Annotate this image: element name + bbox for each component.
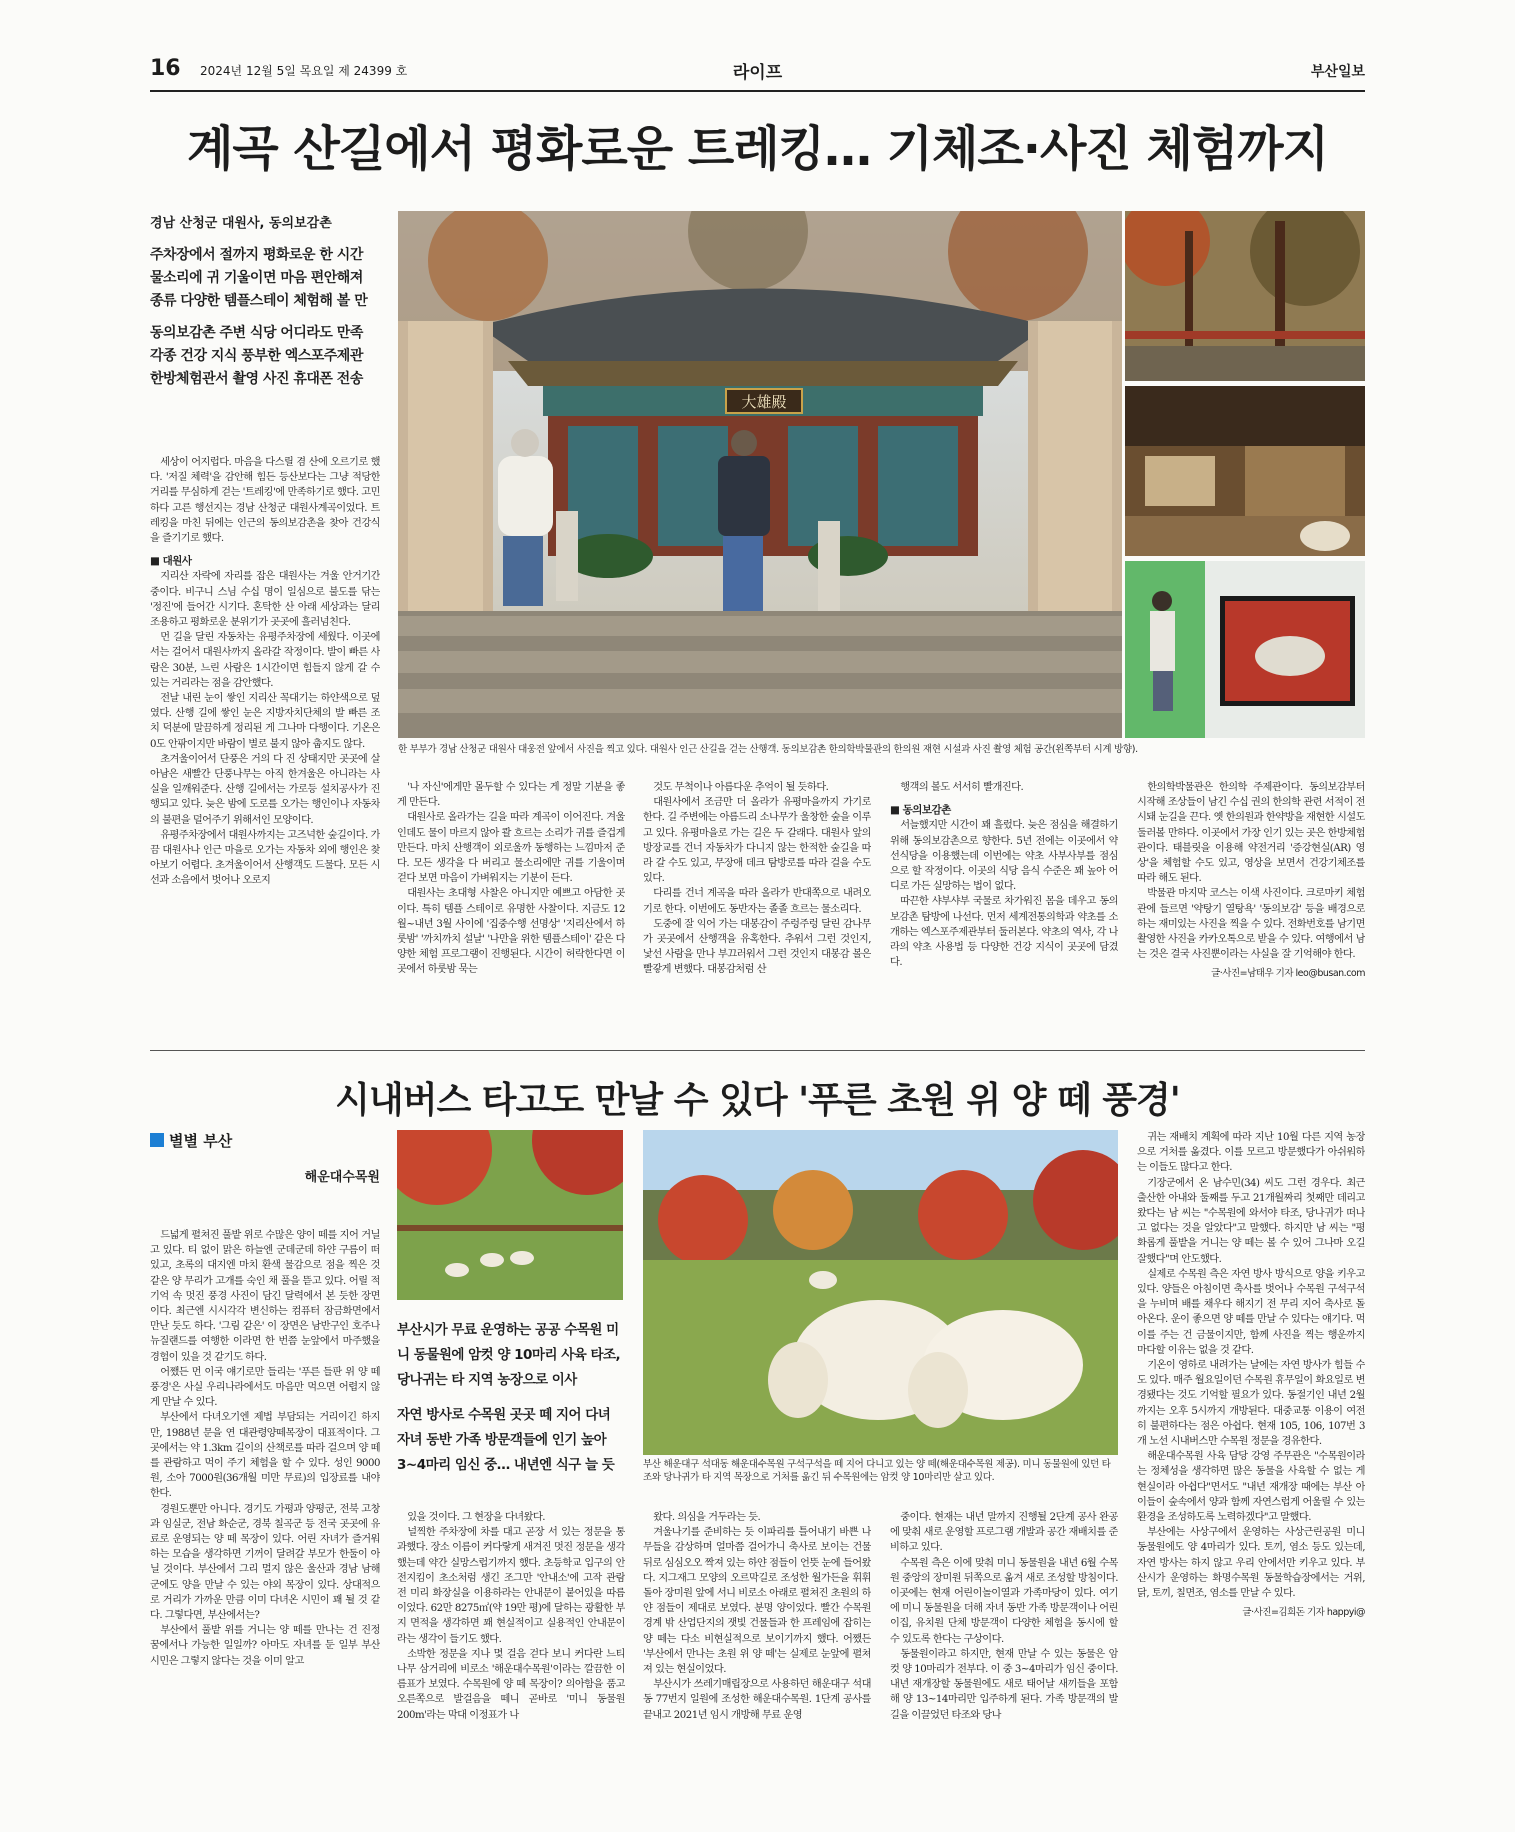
sheep-field-photo [643, 1130, 1118, 1455]
article1-location: 경남 산청군 대원사, 동의보감촌 [150, 216, 332, 231]
paragraph: 전날 내린 눈이 쌓인 지리산 꼭대기는 하얀색으로 덮였다. 산행 길에 쌓인 눈은 지방자치단체의 발 빠른 조치 덕분에 말끔하게 정리된 게 그나마 다행이다. 기온은 0도 안팎이지만 바람이 별로 불지 않아 춥지도 않다. [150, 693, 380, 750]
subhead: 부산시가 무료 운영하는 공공 수목원 미니 동물원에 암컷 양 10마리 사육 타조, 당나귀는 타 지역 농장으로 이사 [397, 1322, 621, 1388]
paragraph: 대원사에서 조금만 더 올라가 유평마을까지 가기로 한다. 길 주변에는 아름드리 소나무가 울창한 숲을 이루고 있다. 유평마을로 가는 길은 두 갈래다. 대원사 앞의 방장교를 건너 자동차가 다니지 않는 한적한 숲길을 따라 갈 수도 있고, 무장애 데크 탐방로를 따라 걸을 수도 있다. [643, 797, 871, 885]
article1-column-2 [397, 780, 625, 1040]
mountain-trail-photo [1125, 211, 1365, 381]
article2-column-2 [397, 1510, 625, 1820]
article2-column-4 [890, 1510, 1118, 1820]
paragraph: 수목원 측은 이에 맞춰 미니 동물원을 내년 6월 수목원 중앙의 장미원 뒤쪽으로 옮겨 새로 조성할 방침이다. 이곳에는 현재 어린이놀이열과 가족마당이 있다. 여기에 미니 동물원을 더해 자녀 동반 가족 방문객이나 어린이집, 유치원 단체 방문객이 다양한 체험을 동시에 할 수 있도록 한다는 구상이다. [890, 1557, 1118, 1645]
paragraph: 부산시가 쓰레기매립장으로 사용하던 해운대구 석대동 77번지 일원에 조성한 해운대수목원. 1단계 공사를 끝내고 2021년 임시 개방해 무료 운영 [643, 1679, 871, 1721]
paragraph: 널찍한 주차장에 차를 대고 곧장 서 있는 정문을 통과했다. 장소 이름이 커다랗게 새겨진 멋진 정문을 생각했는데 약간 실망스럽기까지 했다. 초등학교 입구의 안전지킴이 초소처럼 생긴 조그만 '안내소'에 고작 관람 전 미리 화장실을 이용하라는 안내문이 붙어있을 따름이었다. 62만 8275㎡(약 19만 평)에 달하는 광활한 부지 면적을 생각하면 꽤 현실적이고 실용적인 안내문이라는 생각이 들기도 했다. [397, 1527, 625, 1645]
paragraph: 동물원이라고 하지만, 현재 만날 수 있는 동물은 암컷 양 10마리가 전부다. 이 중 3~4마리가 임신 중이다. 내년 재개장할 동물원에도 새로 태어날 새끼들을 포함해 양 13~14마리만 입주하게 된다. 가족 방문객의 발길을 이끌었던 타조와 당나 [890, 1648, 1118, 1721]
paragraph: 있을 것이다. 그 현장을 다녀왔다. [407, 1512, 546, 1523]
sheep-enclosure-photo [397, 1130, 623, 1300]
paragraph: 따끈한 샤부샤부 국물로 차가워진 몸을 데우고 동의보감촌 탐방에 나선다. 먼저 세계전통의학과 약초를 소개하는 엑스포주제관부터 둘러본다. 약초의 역사, 각 나라의 약초 사용법 등 다양한 건강 지식이 곳곳에 담겼다. [890, 896, 1118, 969]
paragraph: 초겨울이어서 단풍은 거의 다 진 상태지만 곳곳에 살아남은 새빨간 단풍나무는 아직 한겨울은 아니라는 사실을 일깨워준다. 산행 길에서는 가로등 설치공사가 진행되고 있다. 늦은 밤에 도로를 오가는 행인이나 자동차의 불편을 덜어주기 위해서인 모양이다. [150, 753, 380, 826]
temple-photo [398, 211, 1122, 738]
byline-credit: 글·사진=남태우 기자 leo@busan.com [1211, 968, 1365, 980]
paragraph: 기장군에서 온 남수민(34) 씨도 그런 경우다. 최근 출산한 아내와 둘째를 두고 21개월짜리 첫째만 데리고 왔다는 남 씨는 "수목원에 와서야 타조, 당나귀가 떠나고 없다는 것을 알았다"고 말했다. 하지만 남 씨는 "평화롭게 풀밭을 거니는 양 떼는 볼 수 있어 그나마 오길 잘했다"며 안도했다. [1137, 1177, 1365, 1265]
paragraph: 귀는 재배치 계획에 따라 지난 10월 다른 지역 농장으로 거처를 옮겼다. 이를 모르고 방문했다가 아쉬워하는 이들도 많다고 한다. [1137, 1132, 1365, 1174]
subhead: 동의보감촌 주변 식당 어디라도 만족 각종 건강 지식 풍부한 엑스포주제관 한방체험관서 촬영 사진 휴대폰 전송 [150, 325, 363, 387]
paragraph: 중이다. 현재는 내년 말까지 진행될 2단계 공사 완공에 맞춰 새로 운영할 프로그램 개발과 공간 재배치를 준비하고 있다. [890, 1512, 1118, 1554]
paragraph: 유평주차장에서 대원사까지는 고즈넉한 숲길이다. 가끔 대원사나 인근 마을로 오가는 자동차 외에 행인은 찾아보기 어렵다. 초겨울이어서 산행객도 드물다. 모든 시선과 소음에서 벗어나 오로지 [150, 829, 380, 887]
paragraph: 어쨌든 먼 이국 얘기로만 들리는 '푸른 들판 위 양 떼 풍경'은 사실 우리나라에서도 마음만 먹으면 어렵지 않게 만날 수 있다. [150, 1366, 380, 1409]
trail-illustration [1125, 211, 1365, 381]
article1-column-1 [150, 455, 380, 1040]
sheep-illustration [643, 1130, 1118, 1455]
byline-credit-2: 글·사진=김희돈 기자 happyi@ [1242, 1607, 1365, 1619]
article2-column-3 [643, 1510, 871, 1820]
temple-illustration [398, 211, 1122, 738]
paragraph: 대원사는 초대형 사찰은 아니지만 예쁘고 아담한 곳이다. 특히 템플 스테이로 유명한 사찰이다. 지금도 12월~내년 3월 사이에 '집중수행 선명상' '지리산에서 하룻밤' '까치까치 설날' '나만을 위한 템플스테이' 같은 다양한 체험 프로그램이 진행된다. 시간이 허락한다면 이곳에서 하룻밤 묵는 [397, 888, 625, 976]
paragraph: 먼 길을 달린 자동차는 유평주차장에 세웠다. 이곳에서는 걸어서 대원사까지 올라갈 작정이다. 발이 빠른 사람은 30분, 느린 사람은 1시간이면 힘들지 않게 갈 수 있는 거리라는 점을 감안했다. [150, 632, 380, 689]
paragraph: 대원사로 올라가는 길을 따라 계곡이 이어진다. 겨울인데도 물이 마르지 않아 콸 흐르는 소리가 귀를 즐겁게 만든다. 마치 산행객이 외로울까 동행하는 느낌마저 준다. 모든 생각을 다 버리고 물소리에만 귀를 기울이며 걷다 보면 마음이 가벼워지는 기분이 든다. [397, 812, 625, 885]
paragraph: 지리산 자락에 자리를 잡은 대원사는 겨울 안거기간 중이다. 비구니 스님 수십 명이 일심으로 불도를 닦는 '정진'에 들어간 시기다. 혼탁한 산 아래 세상과는 달리 조용하고 평화로운 분위기가 곳곳에 흘러넘친다. [150, 571, 380, 629]
paragraph: 왔다. 의심을 거두라는 듯. [653, 1512, 761, 1523]
paragraph: 부산에는 사상구에서 운영하는 사상근린공원 미니 동물원에도 양 4마리가 있다. 토끼, 염소 등도 있는데, 자연 방사는 하지 않고 우리 안에서만 키우고 있다. 부산시가 운영하는 화명수목원 동물학습장에서는 거위, 닭, 토끼, 칠면조, 염소를 만날 수 있다. [1137, 1527, 1365, 1600]
paragraph: 행객의 볼도 서서히 빨개진다. [900, 782, 1024, 793]
masthead [150, 50, 1365, 92]
chroma-illustration [1125, 561, 1365, 738]
paragraph: 기온이 영하로 내려가는 날에는 자연 방사가 힘들 수도 있다. 매주 월요일이던 수목원 휴무일이 화요일로 변경됐다는 것도 기억할 필요가 있다. 동절기인 내년 2월까지는 오후 5시까지 개방된다. 대중교통 이용이 여전히 불편하다는 점은 아쉽다. 현재 105, 106, 107번 3개 노선 시내버스만 수목원 정문을 경유한다. [1137, 1360, 1365, 1448]
paragraph: 부산에서 다녀오기엔 제법 부담되는 거리이긴 하지만, 1988년 문을 연 대관령양떼목장이 대표적이다. 그곳에서는 약 1.3km 길이의 산책로를 따라 걸으며 양 떼를 관람하고 먹이 주기 체험을 할 수 있다. 성인 9000원, 소아 7000원(36개월 미만 무료)의 입장료를 내야 한다. [150, 1412, 380, 1500]
series-title: 별별 부산 [169, 1132, 233, 1150]
publication-date: 2024년 12월 5일 목요일 제 24399 호 [200, 64, 408, 78]
photo-caption-2: 부산 해운대구 석대동 해운대수목원 구석구석을 떼 지어 다니고 있는 양 떼(해운대수목원 제공). 미니 동물원에 있던 타조와 당나귀가 타 지역 목장으로 거처를 옮긴 뒤 수목원에는 암컷 양 10마리만 살고 있다. [643, 1459, 1111, 1483]
article1-column-4 [890, 780, 1118, 1040]
hall-sign-text: 大雄殿 [741, 393, 787, 411]
paragraph: 도중에 잘 익어 가는 대봉감이 주렁주렁 달린 감나무가 곳곳에서 산행객을 유혹한다. 추워서 그런 것인지, 낯선 사람을 만나 부끄러워서 그런 것인지 대봉감 볼은 빨갛게 변했다. 대봉감처럼 산 [643, 918, 871, 976]
paragraph: 해운대수목원 사육 담당 강영 주무관은 "수목원이라는 정체성을 생각하면 많은 동물을 사육할 수 없는 게 현실이라 아쉽다"면서도 "내년 재개장 때에는 부산 아이들이 숲속에서 양과 함께 자연스럽게 어울릴 수 있는 환경을 조성하도록 노력하겠다"고 말했다. [1137, 1451, 1365, 1524]
section-name: 라이프 [732, 63, 783, 83]
paragraph: '나 자신'에게만 몰두할 수 있다는 게 정말 기분을 좋게 만든다. [397, 782, 625, 809]
article1-subheads [150, 244, 375, 400]
hanuiwon-museum-photo [1125, 386, 1365, 556]
section-tag-donguibogam: ■ 동의보감촌 [890, 804, 951, 817]
article1-column-3 [643, 780, 871, 1040]
paragraph: 한의학박물관은 한의학 주제관이다. 동의보감부터 시작해 조상들이 남긴 수십 권의 한의학 관련 서적이 전시돼 눈길을 끈다. 옛 한의원과 한약방을 재현한 시설도 둘러볼 만하다. 이곳에서 가장 인기 있는 곳은 한방체험관이다. 태블릿을 이용해 약전거리 '증강현실(AR) 영상'을 체험할 수도 있고, 영상을 보면서 건강기체조를 따라 해도 된다. [1137, 782, 1365, 885]
badge-square-icon [150, 1133, 164, 1147]
paragraph: 드넓게 펼쳐진 풀밭 위로 수많은 양이 떼를 지어 거닐고 있다. 티 없이 맑은 하늘엔 군데군데 하얀 구름이 떠 있고, 초록의 대지엔 마치 환색 물감으로 점을 찍은 것 같은 양 무리가 고개를 숙인 채 풀을 뜯고 있다. 어릴 적 기억 속 멋진 풍경 사진이 담긴 달력에서 본 듯한 장면이다. 최근엔 시시각각 변신하는 컴퓨터 잠금화면에서 만난 듯도 하다. '그림 같은' 이 장면은 남반구인 호주나 뉴질랜드를 여행한 이라면 한 번쯤 눈앞에서 마주했을 경험이 있을 것 같기도 하다. [150, 1230, 380, 1363]
paragraph: 박물관 마지막 코스는 이색 사진이다. 크로마키 체험관에 들르면 '약탕기 열탕욕' '동의보감' 등을 배경으로 하는 재미있는 사진을 찍을 수 있다. 전화번호를 남기면 촬영한 사진을 카카오톡으로 받을 수 있다. 여행에서 남는 것은 결국 사진뿐이라는 사실을 잘 기억해야 한다. [1137, 888, 1365, 961]
paragraph: 부산에서 풀밭 위를 거니는 양 떼를 만나는 건 진정 꿈에서나 가능한 일일까? 아마도 자녀를 둔 일부 부산 시민은 그렇지 않다는 것을 이미 알고 [150, 1625, 380, 1667]
article1-column-5 [1137, 780, 1365, 1040]
paragraph: 다리를 건너 계곡을 따라 올라가 반대쪽으로 내려오기로 한다. 이번에도 동반자는 졸졸 흐르는 물소리다. [643, 888, 871, 915]
article2-location: 해운대수목원 [304, 1170, 380, 1185]
museum-illustration [1125, 386, 1365, 556]
paragraph: 것도 무척이나 아름다운 추억이 될 듯하다. [653, 782, 829, 793]
paper-name: 부산일보 [1310, 64, 1365, 80]
paragraph: 서늘했지만 시간이 꽤 흘렀다. 늦은 점심을 해결하기 위해 동의보감촌으로 향한다. 5년 전에는 이곳에서 약선식당을 이용했는데 이번에는 약초 사부사부를 점심으로 할 작정이다. 이곳의 식당 음식 수준은 꽤 높아 어디로 가든 실망하는 법이 없다. [890, 820, 1118, 893]
paragraph: 세상이 어지럽다. 마음을 다스릴 겸 산에 오르기로 했다. '저질 체력'을 감안해 힘든 등산보다는 그냥 적당한 거리를 무심하게 걷는 '트레킹'에 만족하기로 했다. 고민하다 고른 행선지는 경남 산청군 대원사계곡이었다. 트레킹을 마친 뒤에는 인근의 동의보감촌을 찾아 건강식을 즐기기로 했다. [150, 457, 380, 545]
paragraph: 소박한 정문을 지나 몇 걸음 걷다 보니 커다란 느티나무 삼거리에 비로소 '해운대수목원'이라는 깔끔한 이름표가 보였다. 수목원에 양 떼 목장이? 의아함을 품고 오른쪽으로 발걸음을 떼니 곧바로 '미니 동물원 200m'라는 막대 이정표가 나 [397, 1648, 625, 1721]
photo-caption-1: 한 부부가 경남 산청군 대원사 대웅전 앞에서 사진을 찍고 있다. 대원사 인근 산길을 걷는 산행객. 동의보감촌 한의학박물관의 한의원 재현 시설과 사진 촬영 체험 공간(왼쪽부터 시계 방향). [398, 744, 1138, 755]
chroma-key-photo [1125, 561, 1365, 738]
paragraph: 경원도뿐만 아니다. 경기도 가평과 양평군, 전북 고창과 임실군, 전남 화순군, 경북 칠곡군 등 전국 곳곳에 유료로 운영되는 양 떼 목장이 있다. 어린 자녀가 즐거워하는 모습을 생각하면 기꺼이 달려갈 부모가 한둘이 아닐 것이다. 부산에서 그리 멀지 않은 울산과 경남 남해군에도 양을 만날 수 있는 야외 목장이 있다. 상대적으로 거리가 가까운 만큼 이미 다녀온 시민이 꽤 될 것 같다. 그렇다면, 부산에서는? [150, 1503, 380, 1622]
subhead: 자연 방사로 수목원 곳곳 떼 지어 다녀 자녀 동반 가족 방문객들에 인기 높아 3~4마리 임신 중… 내년엔 식구 늘 듯 [397, 1407, 615, 1473]
headline-sheep: 시내버스 타고도 만날 수 있다 '푸른 초원 위 양 떼 풍경' [335, 1080, 1180, 1121]
enclosure-illustration [397, 1130, 623, 1300]
paragraph: 겨울나기를 준비하는 듯 이파리를 틀어내기 바쁜 나무들을 감상하며 얼마쯤 걸어가니 축사로 보이는 건물 뒤로 심심오오 짝져 있는 하얀 점들이 언뜻 눈에 들어왔다. 지그재그 모양의 오르막길로 조성한 월가든을 휘휘 돌아 장미원 앞에 서니 비로소 아래로 펼쳐진 초원의 하얀 점들이 제대로 보였다. 분명 양이었다. 빨간 수목원 경계 밖 산업단지의 잿빛 건물들과 한 프레임에 잡히는 양 떼는 다소 비현실적으로 보이기까지 했다. 어쨌든 '부산에서 만나는 초원 위 양 떼'는 실제로 눈앞에 펼쳐져 있는 현실이었다. [643, 1527, 871, 1676]
article2-column-1 [150, 1228, 380, 1820]
series-badge [150, 1130, 232, 1151]
subhead: 주차장에서 절까지 평화로운 한 시간 물소리에 귀 기울이면 마음 편안해져 종류 다양한 템플스테이 체험해 볼 만 [150, 247, 368, 309]
page-number: 16 [150, 56, 181, 81]
article2-column-5 [1137, 1130, 1365, 1820]
article-divider [150, 1050, 1365, 1051]
paragraph: 실제로 수목원 측은 자연 방사 방식으로 양을 키우고 있다. 양들은 아침이면 축사를 벗어나 수목원 구석구석을 누비며 배를 채우다 해지기 전 무리 지어 축사로 돌아온다. 운이 좋으면 양 떼를 만날 수 있다는 얘기다. 먹이를 주는 건 금물이지만, 함께 사진을 찍는 행운까지 마다할 이유는 없을 것 같다. [1137, 1268, 1365, 1356]
article2-subheads [397, 1318, 622, 1488]
headline-trekking: 계곡 산길에서 평화로운 트레킹… 기체조·사진 체험까지 [187, 121, 1328, 177]
section-tag-daewonsa: ■ 대원사 [150, 555, 192, 568]
